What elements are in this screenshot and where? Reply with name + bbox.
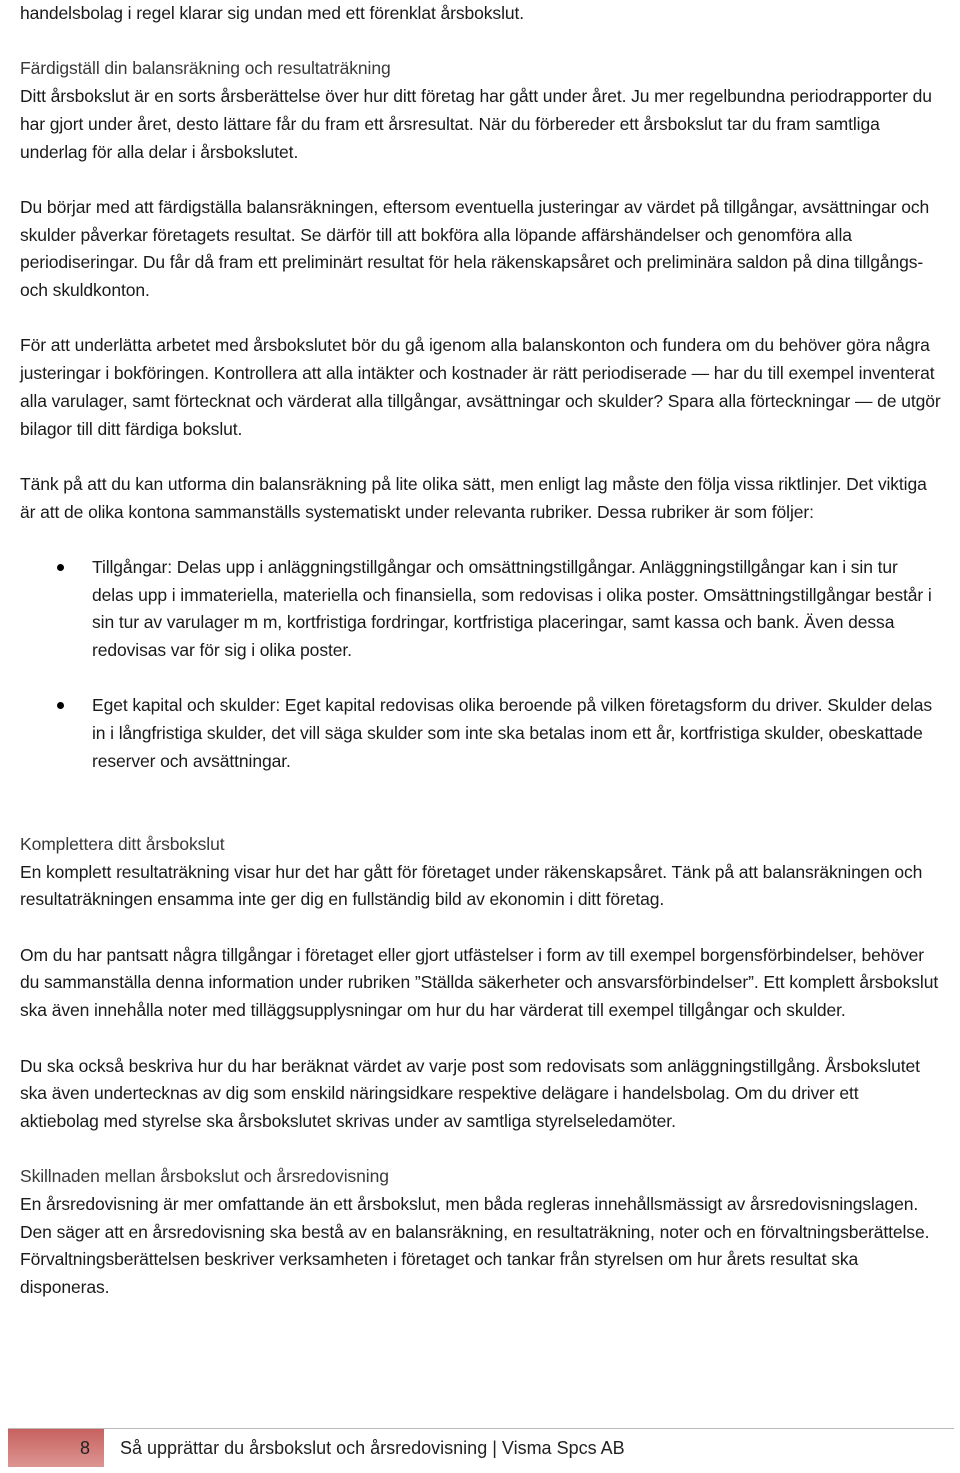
paragraph-3: För att underlätta arbetet med årsbokslutet bör du gå igenom alla balanskonton och fundera om du behöver göra några justeringar i bokföringen. Kontrollera att alla intäkter och kostnader är rätt periodiserade — har du till exempel inventerat alla varulager, samt förtecknat och värderat alla tillgångar, avsättningar och skulder? Spara alla förteckningar — de utgör bilagor till ditt färdiga bokslut.: [20, 335, 941, 439]
page-number: 8: [80, 1438, 91, 1458]
paragraph-4: Tänk på att du kan utforma din balansräkning på lite olika sätt, men enligt lag måste den följa vissa riktlinjer. Det viktiga är att de olika kontona sammanställs systematiskt under relevanta rubriker. Dessa rubriker är som följer:: [20, 473, 927, 522]
rubrics-list: [20, 554, 942, 776]
page-footer: [8, 1428, 954, 1467]
heading-difference: Skillnaden mellan årsbokslut och årsredovisning: [20, 1166, 389, 1187]
bullet-icon: [57, 564, 64, 571]
bullet-icon: [57, 702, 64, 709]
paragraph-intro-fragment: handelsbolag i regel klarar sig undan med ett förenklat årsbokslut.: [20, 3, 525, 23]
list-item: [20, 554, 942, 665]
paragraph-1: Ditt årsbokslut är en sorts årsberättelse över hur ditt företag har gått under året. Ju mer regelbundna periodrapporter du har gjort under året, desto lättare får du fram ett årsresultat. När du förbereder ett årsbokslut tar du fram samtliga underlag för alla delar i årsbokslutet.: [20, 86, 932, 162]
footer-title: Så upprättar du årsbokslut och årsredovisning | Visma Spcs AB: [120, 1438, 625, 1458]
document-page: [20, 0, 942, 1302]
paragraph-2: Du börjar med att färdigställa balansräkningen, eftersom eventuella justeringar av värdet på tillgångar, avsättningar och skulder påverkar företagets resultat. Se därför till att bokföra alla löpande affärshändelser och genomföra alla periodiseringar. Du får då fram ett preliminärt resultat för hela räkenskapsåret och preliminära saldon på dina tillgångs- och skuldkonton.: [20, 196, 930, 300]
list-item-text: Tillgångar: Delas upp i anläggningstillgångar och omsättningstillgångar. Anläggningstillgångar kan i sin tur delas upp i immateriella, materiella och finansiella, som redovisas i olika poster. Omsättningstillgångar består i sin tur av varulager m m, kortfristiga fordringar, kortfristiga placeringar, samt kassa och bank. Även dessa redovisas var för sig i olika poster.: [92, 556, 932, 661]
heading-complete-report: Komplettera ditt årsbokslut: [20, 833, 225, 854]
paragraph-5: En komplett resultaträkning visar hur det har gått för företaget under räkenskapsåret. Tänk på att balansräkningen och resultaträkningen ensamma inte ger dig en fullständig bild av ekonomin i ditt företag.: [20, 861, 923, 910]
paragraph-8: En årsredovisning är mer omfattande än ett årsbokslut, men båda regleras innehållsmässigt av årsredovisningslagen. Den säger att en årsredovisning ska bestå av en balansräkning, en resultaträkning, noter och en förvaltningsberättelse. Förvaltningsberättelsen beskriver verksamheten i företaget och tankar från styrelsen om hur årets resultat ska disponeras.: [20, 1194, 930, 1298]
heading-balance-and-income: Färdigställ din balansräkning och resultaträkning: [20, 58, 391, 79]
paragraph-6: Om du har pantsatt några tillgångar i företaget eller gjort utfästelser i form av till exempel borgensförbindelser, behöver du sammanställa denna information under rubriken ”Ställda säkerheter och ansvarsförbindelser”. Ett komplett årsbokslut ska även innehålla noter med tilläggsupplysningar om hur du har värderat till exempel tillgångar och skulder.: [20, 944, 939, 1021]
paragraph-7: Du ska också beskriva hur du har beräknat värdet av varje post som redovisats som anläggningstillgång. Årsbokslutet ska även undertecknas av dig som enskild näringsidkare respektive delägare i handelsbolag. Om du driver ett aktiebolag med styrelse ska årsbokslutet skrivas under av samtliga styrelseledamöter.: [20, 1055, 920, 1131]
list-item-text: Eget kapital och skulder: Eget kapital redovisas olika beroende på vilken företagsform du driver. Skulder delas in i långfristiga skulder, det vill säga skulder som inte ska betalas inom ett år, kortfristiga skulder, obeskattade reserver och avsättningar.: [92, 695, 933, 771]
list-item: [20, 692, 942, 775]
